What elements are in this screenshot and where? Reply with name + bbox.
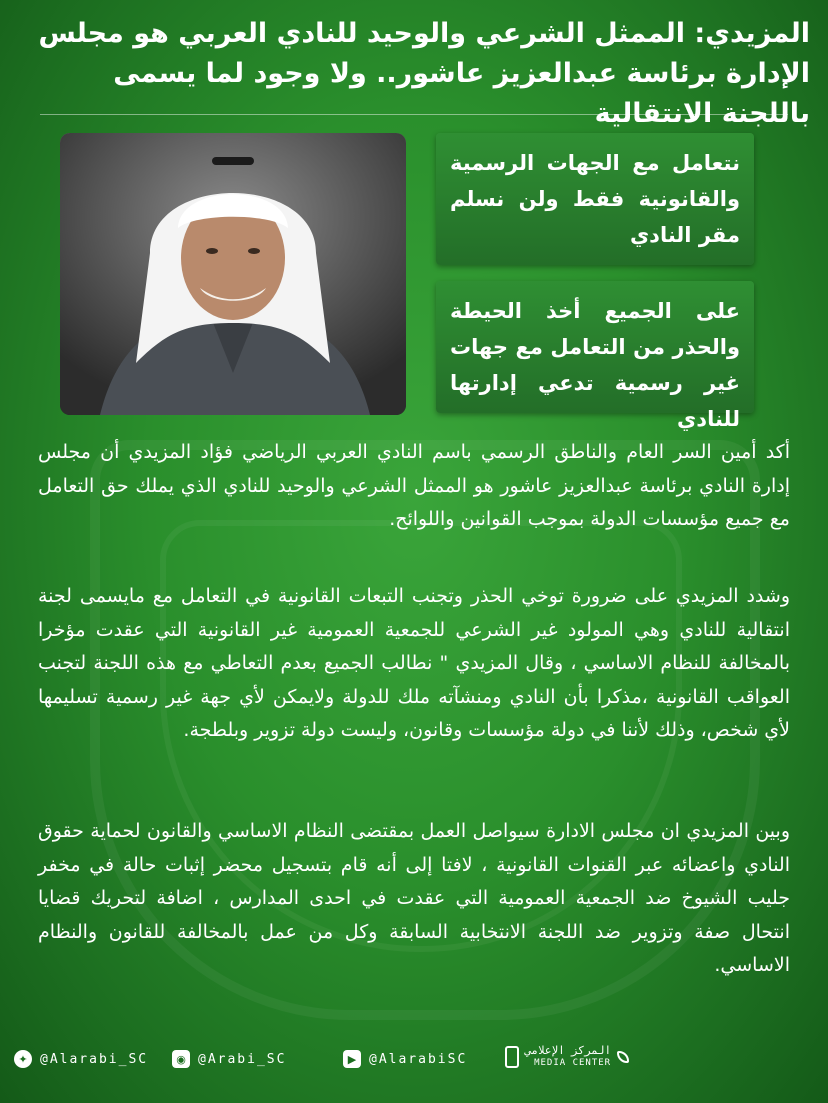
portrait-photo (60, 133, 406, 415)
leaf-icon (617, 1051, 629, 1063)
article-paragraph: وبين المزيدي ان مجلس الادارة سيواصل العمل بمقتضى النظام الاساسي والقانون لحماية حقوق النادي واعضائه عبر القنوات القانونية ، لافتا إلى أنه قام بتسجيل محضر إثبات حالة في مخفر جليب الشيوخ ضد الجمعية العمومية التي عقدت في احدى المدارس ، اضافة لتحريك قضايا انتحال صفة وتزوير ضد اللجنة الانتخابية السابقة وكل من عمل بالمخالفة للقانون والنظام الاساسي. (38, 820, 790, 976)
youtube-handle[interactable] (343, 1050, 467, 1068)
media-center-logo (505, 1045, 629, 1069)
youtube-icon: ▶ (343, 1050, 361, 1068)
divider (40, 114, 788, 115)
article-paragraph: وشدد المزيدي على ضرورة توخي الحذر وتجنب التبعات القانونية في التعامل مع مايسمى لجنة انتقالية للنادي وهي المولود غير الشرعي للجمعية العمومية غير القانونية التي عقدت مؤخرا بالمخالفة للنظام الاساسي ، وقال المزيدي " نطالب الجميع بعدم التعاطي مع هذه اللجنة لتجنب العواقب القانونية ،مذكرا بأن النادي ومنشآته ملك للدولة ولايمكن لأي جهة غير رسمية تسليمها لأي شخص، وذلك لأننا في دولة مؤسسات وقانون، وليست دولة تزوير وبلطجة. (38, 585, 790, 741)
club-logo-icon (505, 1046, 519, 1068)
youtube-label: @AlarabiSC (369, 1051, 468, 1067)
media-center-arabic: المركز الإعلامي (525, 1044, 612, 1057)
twitter-handle[interactable] (14, 1050, 148, 1068)
twitter-icon: ✦ (14, 1050, 32, 1068)
headline: المزيدي: الممثل الشرعي والوحيد للنادي العربي هو مجلس الإدارة برئاسة عبدالعزيز عاشور.. ولا وجود لما يسمى باللجنة الانتقالية (38, 18, 810, 129)
media-center-english: MEDIA CENTER (534, 1058, 612, 1068)
instagram-icon: ◉ (172, 1050, 190, 1068)
instagram-label: @Arabi_SC (198, 1051, 287, 1067)
article-paragraph: أكد أمين السر العام والناطق الرسمي باسم النادي العربي الرياضي فؤاد المزيدي أن مجلس إدارة النادي برئاسة عبدالعزيز عاشور هو الممثل الشرعي والوحيد للنادي الذي يملك حق التعامل مع جميع مؤسسات الدولة بموجب القوانين واللوائح. (38, 441, 790, 530)
twitter-label: @Alarabi_SC (40, 1051, 149, 1067)
footer (0, 1040, 828, 1078)
quote-box: نتعامل مع الجهات الرسمية والقانونية فقط ولن نسلم مقر النادي (436, 133, 754, 265)
quote-box: على الجميع أخذ الحيطة والحذر من التعامل مع جهات غير رسمية تدعي إدارتها للنادي (436, 281, 754, 413)
instagram-handle[interactable] (172, 1050, 286, 1068)
